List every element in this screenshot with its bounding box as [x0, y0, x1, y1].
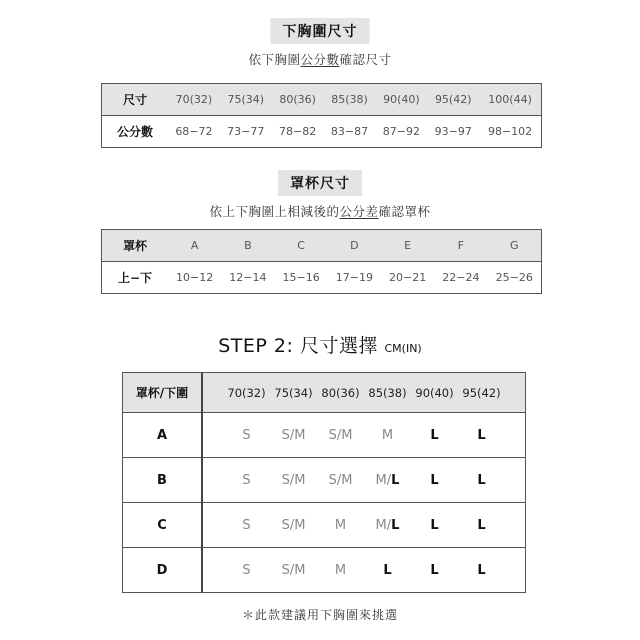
cup-header-cell: G	[488, 230, 542, 262]
diff-range-cell: 22−24	[442, 271, 480, 284]
size-text-bold: L	[430, 427, 439, 443]
cm-range-label: 公分數	[116, 125, 153, 139]
cup-table	[101, 229, 542, 294]
size-cell	[223, 458, 270, 503]
cup-header-cell: D	[328, 230, 381, 262]
size-text-bold: L	[477, 562, 486, 578]
row-spacer	[202, 458, 223, 503]
size-text: S/M	[328, 427, 353, 443]
size-cell	[223, 503, 270, 548]
cup-header-cell: B	[221, 230, 274, 262]
size-text-bold: L	[430, 472, 439, 488]
size-text: S	[242, 427, 251, 443]
row-spacer	[505, 548, 526, 593]
size-cell	[411, 503, 458, 548]
size-text-bold: L	[477, 517, 486, 533]
cm-range-cell: 78−82	[279, 125, 317, 138]
size-text: M	[334, 562, 347, 578]
table-corner-label: 罩杯/下圍	[123, 373, 203, 413]
size-cell	[317, 548, 364, 593]
size-text: S/M	[281, 427, 306, 443]
cup-row-label: D	[123, 548, 203, 593]
row-spacer	[505, 413, 526, 458]
diff-range-label: 上−下	[117, 271, 153, 285]
size-text: S/M	[281, 517, 306, 533]
size-cell	[270, 458, 317, 503]
size-cell	[458, 458, 505, 503]
size-text: M	[381, 427, 394, 443]
size-header-cell: 100(44)	[479, 84, 541, 116]
size-cell	[270, 503, 317, 548]
size-cell	[364, 413, 411, 458]
size-cell	[364, 458, 411, 503]
band-size-header: 85(38)	[364, 373, 411, 413]
section-title-cup: 罩杯尺寸	[278, 170, 362, 196]
size-header-cell: 85(38)	[324, 84, 376, 116]
size-text: S	[242, 472, 251, 488]
row-spacer	[505, 503, 526, 548]
row-spacer	[505, 458, 526, 503]
size-text-bold: L	[430, 562, 439, 578]
size-text: S/M	[281, 472, 306, 488]
table-row	[123, 413, 526, 458]
cup-header-cell: E	[381, 230, 434, 262]
band-size-header: 70(32)	[223, 373, 270, 413]
cm-range-cell: 68−72	[175, 125, 213, 138]
underbust-table	[101, 83, 542, 148]
header-spacer	[202, 373, 223, 413]
size-cell	[364, 548, 411, 593]
cm-range-cell: 98−102	[487, 125, 533, 138]
table-row	[123, 458, 526, 503]
band-size-header: 80(36)	[317, 373, 364, 413]
band-size-header: 75(34)	[270, 373, 317, 413]
cup-header-cell: F	[434, 230, 487, 262]
size-cell	[458, 503, 505, 548]
table-row	[123, 503, 526, 548]
size-cell	[223, 548, 270, 593]
size-cell	[411, 548, 458, 593]
footnote: ＊此款建議用下胸圍來挑選	[241, 608, 398, 622]
size-cell	[364, 503, 411, 548]
size-text-bold: L	[383, 562, 392, 578]
diff-range-cell: 20−21	[389, 271, 427, 284]
cup-header-cell: A	[168, 230, 221, 262]
size-text-bold: L	[430, 517, 439, 533]
band-size-header: 95(42)	[458, 373, 505, 413]
size-text: S	[242, 517, 251, 533]
size-text: M/	[375, 517, 392, 533]
diff-range-cell: 12−14	[229, 271, 267, 284]
section-subtitle-underbust: 依下胸圍公分數確認尺寸	[248, 52, 392, 67]
size-header-cell: 80(36)	[272, 84, 324, 116]
size-cell	[317, 458, 364, 503]
cm-range-cell: 83−87	[330, 125, 369, 138]
size-cell	[270, 548, 317, 593]
size-text: M	[334, 517, 347, 533]
size-text: S/M	[328, 472, 353, 488]
section-title-underbust: 下胸圍尺寸	[271, 18, 370, 44]
size-text-bold: L	[477, 427, 486, 443]
size-header-label: 尺寸	[102, 84, 169, 116]
size-text-bold: L	[391, 517, 400, 533]
diff-range-cell: 10−12	[176, 271, 214, 284]
size-cell	[411, 413, 458, 458]
table-row	[123, 548, 526, 593]
size-cell	[458, 413, 505, 458]
size-header-cell: 75(34)	[220, 84, 272, 116]
diff-range-cell: 15−16	[282, 271, 320, 284]
size-header-cell: 70(32)	[168, 84, 220, 116]
size-text: M/	[375, 472, 392, 488]
size-cell	[411, 458, 458, 503]
cm-range-cell: 93−97	[434, 125, 472, 138]
size-text-bold: L	[391, 472, 400, 488]
cup-row-label: B	[123, 458, 203, 503]
size-header-cell: 90(40)	[375, 84, 427, 116]
step-heading: STEP 2: 尺寸選擇 CM(IN)	[218, 335, 422, 357]
band-size-header: 90(40)	[411, 373, 458, 413]
cup-header-label: 罩杯	[102, 230, 169, 262]
cm-range-cell: 73−77	[227, 125, 265, 138]
size-header-cell: 95(42)	[427, 84, 479, 116]
cup-header-cell: C	[275, 230, 328, 262]
size-cell	[223, 413, 270, 458]
size-selection-table	[122, 372, 526, 593]
size-text: S	[242, 562, 251, 578]
size-cell	[317, 503, 364, 548]
size-text-bold: L	[477, 472, 486, 488]
section-subtitle-cup: 依上下胸圍上相減後的公分差確認罩杯	[209, 204, 431, 219]
diff-range-cell: 25−26	[495, 271, 533, 284]
header-spacer	[505, 373, 526, 413]
row-spacer	[202, 413, 223, 458]
cm-range-cell: 87−92	[382, 125, 420, 138]
row-spacer	[202, 548, 223, 593]
size-cell	[458, 548, 505, 593]
size-text: S/M	[281, 562, 306, 578]
cup-row-label: C	[123, 503, 203, 548]
cup-row-label: A	[123, 413, 203, 458]
size-cell	[317, 413, 364, 458]
diff-range-cell: 17−19	[335, 271, 373, 284]
size-cell	[270, 413, 317, 458]
row-spacer	[202, 503, 223, 548]
